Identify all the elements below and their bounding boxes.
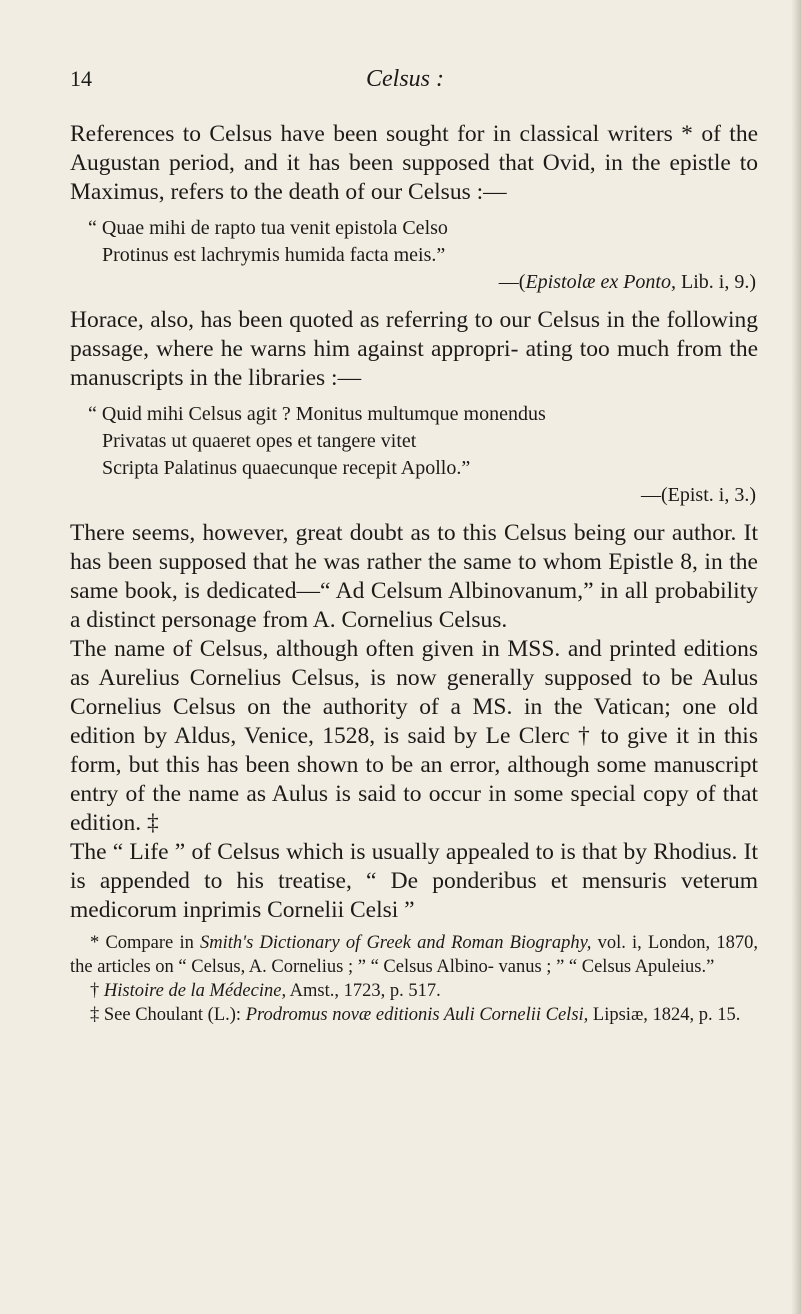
footnote-3	[70, 1003, 758, 1027]
footnote-2	[70, 979, 758, 1003]
quote-source	[70, 269, 758, 296]
footnote-1	[70, 931, 758, 979]
quote-line: “ Quae mihi de rapto tua venit epistola Celso	[88, 217, 448, 239]
paragraph-1: References to Celsus have been sought for in classical writers * of the Augustan period, and it has been supposed that Ovid, in the epistle to Maximus, refers to the death of our Celsus :—	[70, 121, 758, 205]
source-title: Epistolæ ex Ponto,	[525, 271, 676, 293]
quote-line: Privatas ut quaeret opes et tangere vitet	[102, 430, 417, 452]
footnote-text: †	[90, 981, 104, 1001]
footnote-text: Amst., 1723, p. 517.	[286, 981, 441, 1001]
page-edge-shadow	[791, 0, 801, 1314]
quote-horace	[70, 401, 758, 509]
footnotes	[70, 931, 758, 1027]
footnote-text: Lipsiæ, 1824, p. 15.	[588, 1005, 741, 1025]
footnote-text: ‡ See Choulant (L.):	[90, 1005, 246, 1025]
quote-ovid	[70, 215, 758, 296]
paragraph-3: There seems, however, great doubt as to this Celsus being our author. It has been supposed that he was rather the same to whom Epistle 8, in the same book, is dedicated—“ Ad Celsum Albinovanum,” in all probability a distinct personage from A. Cornelius Celsus.	[70, 520, 758, 633]
quote-line: Protinus est lachrymis humida facta meis.”	[102, 244, 446, 266]
paragraph-5: The “ Life ” of Celsus which is usually appealed to is that by Rhodius. It is appended to his treatise, “ De ponderibus et mensuris veterum medicorum inprimis Cornelii Celsi ”	[70, 839, 758, 923]
paragraph-2: Horace, also, has been quoted as referring to our Celsus in the following passage, where he warns him against appropri- ating too much from the manuscripts in the libraries :—	[70, 307, 758, 391]
footnote-title: Smith's Dictionary of Greek and Roman Biography,	[200, 933, 592, 953]
source-prefix: —(	[498, 271, 526, 293]
page-number: 14	[70, 66, 92, 91]
running-title: Celsus :	[366, 66, 444, 92]
page-body	[70, 120, 758, 1027]
footnote-text: * Compare in	[90, 933, 201, 953]
source-suffix: Lib. i, 9.)	[676, 271, 756, 293]
footnote-title: Histoire de la Médecine,	[103, 981, 287, 1001]
quote-source: —(Epist. i, 3.)	[641, 484, 756, 506]
paragraph-4: The name of Celsus, although often given in MSS. and printed editions as Aurelius Cornelius Celsus, is now generally supposed to be Aulus Cornelius Celsus on the authority of a MS. in the Vatican; one old edition by Aldus, Venice, 1528, is said by Le Clerc † to give it in this form, but this has been shown to be an error, although some manuscript entry of the name as Aulus is said to occur in some special copy of that edition. ‡	[70, 636, 758, 836]
page-header	[70, 66, 740, 106]
footnote-text: vol. i, London, 1870, the articles on “ Celsus, A. Cornelius ; ” “ Celsus Albino- vanus ; ” “ Celsus Apuleius.”	[70, 933, 758, 977]
footnote-title: Prodromus novæ editionis Auli Cornelii Celsi,	[245, 1005, 589, 1025]
quote-line: “ Quid mihi Celsus agit ? Monitus multumque monendus	[88, 403, 546, 425]
quote-line: Scripta Palatinus quaecunque recepit Apollo.”	[102, 457, 471, 479]
